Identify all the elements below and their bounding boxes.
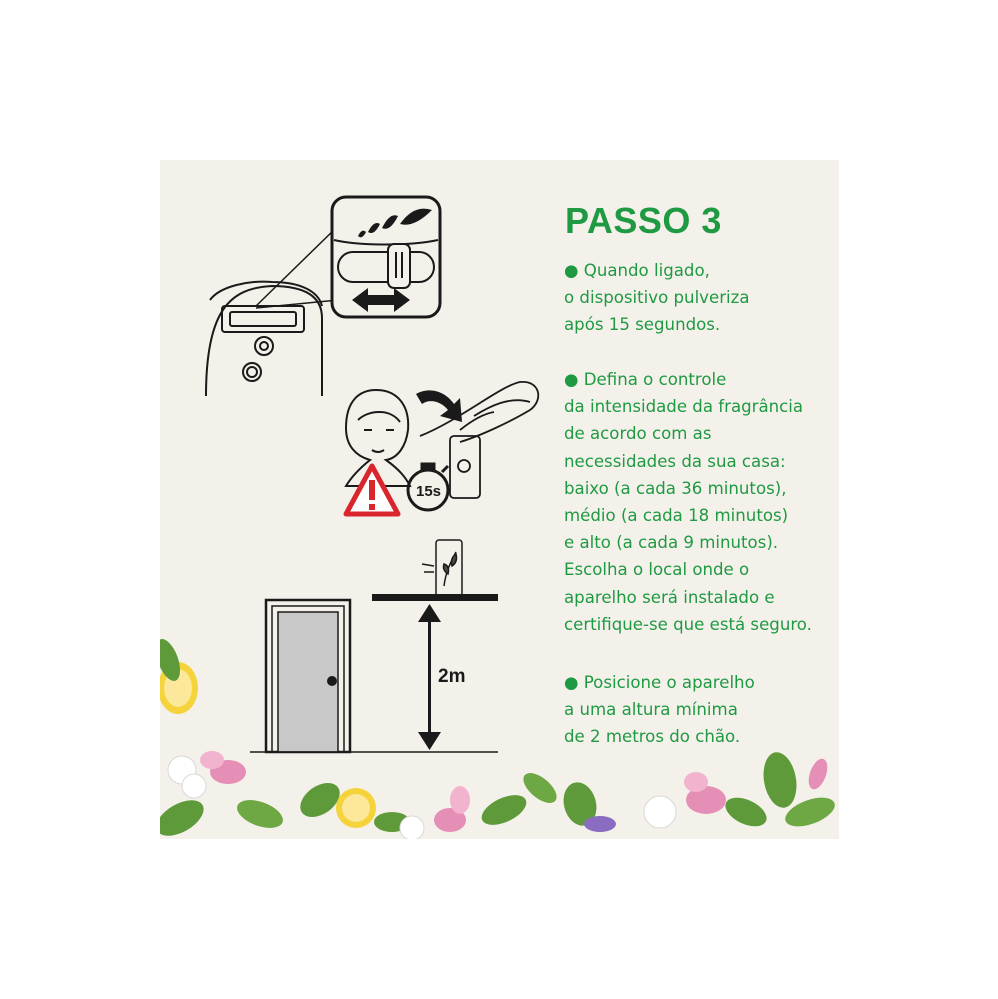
face-illustration — [346, 390, 410, 486]
paragraph-line: da intensidade da fragrância — [564, 397, 804, 417]
door-illustration — [266, 600, 350, 752]
step-title: PASSO 3 — [565, 200, 722, 241]
timer-label: 15s — [416, 483, 442, 500]
paragraph-line: o dispositivo pulveriza — [564, 288, 750, 308]
instruction-card — [160, 160, 839, 839]
bullet-icon: ● — [564, 370, 579, 389]
paragraph-line: ● Quando ligado, — [564, 261, 710, 280]
paragraph-line: após 15 segundos. — [564, 315, 721, 335]
paragraph-line: médio (a cada 18 minutos) — [564, 506, 789, 526]
instruction-paragraph-height — [564, 669, 755, 751]
paragraph-line: necessidades da sua casa: — [564, 451, 786, 471]
bullet-icon: ● — [564, 261, 579, 280]
paragraph-line: ● Posicione o aparelho — [564, 673, 755, 692]
shelf-device-illustration — [422, 540, 462, 596]
warning-icon — [346, 466, 398, 514]
paragraph-line: aparelho será instalado e — [564, 587, 775, 607]
height-label: 2m — [438, 666, 466, 687]
paragraph-line: certifique-se que está seguro. — [564, 614, 812, 634]
bullet-icon: ● — [564, 673, 579, 692]
paragraph-line: Escolha o local onde o — [564, 560, 750, 580]
instruction-paragraph-spray-delay — [564, 257, 750, 339]
paragraph-line: de acordo com as — [564, 424, 712, 444]
shelf — [372, 594, 498, 601]
paragraph-line: baixo (a cada 36 minutos), — [564, 478, 787, 498]
paragraph-line: ● Defina o controle — [564, 370, 727, 389]
paragraph-line: e alto (a cada 9 minutos). — [564, 533, 779, 553]
paragraph-line: a uma altura mínima — [564, 700, 738, 720]
instruction-paragraph-intensity — [564, 366, 812, 638]
paragraph-line: de 2 metros do chão. — [564, 727, 741, 747]
